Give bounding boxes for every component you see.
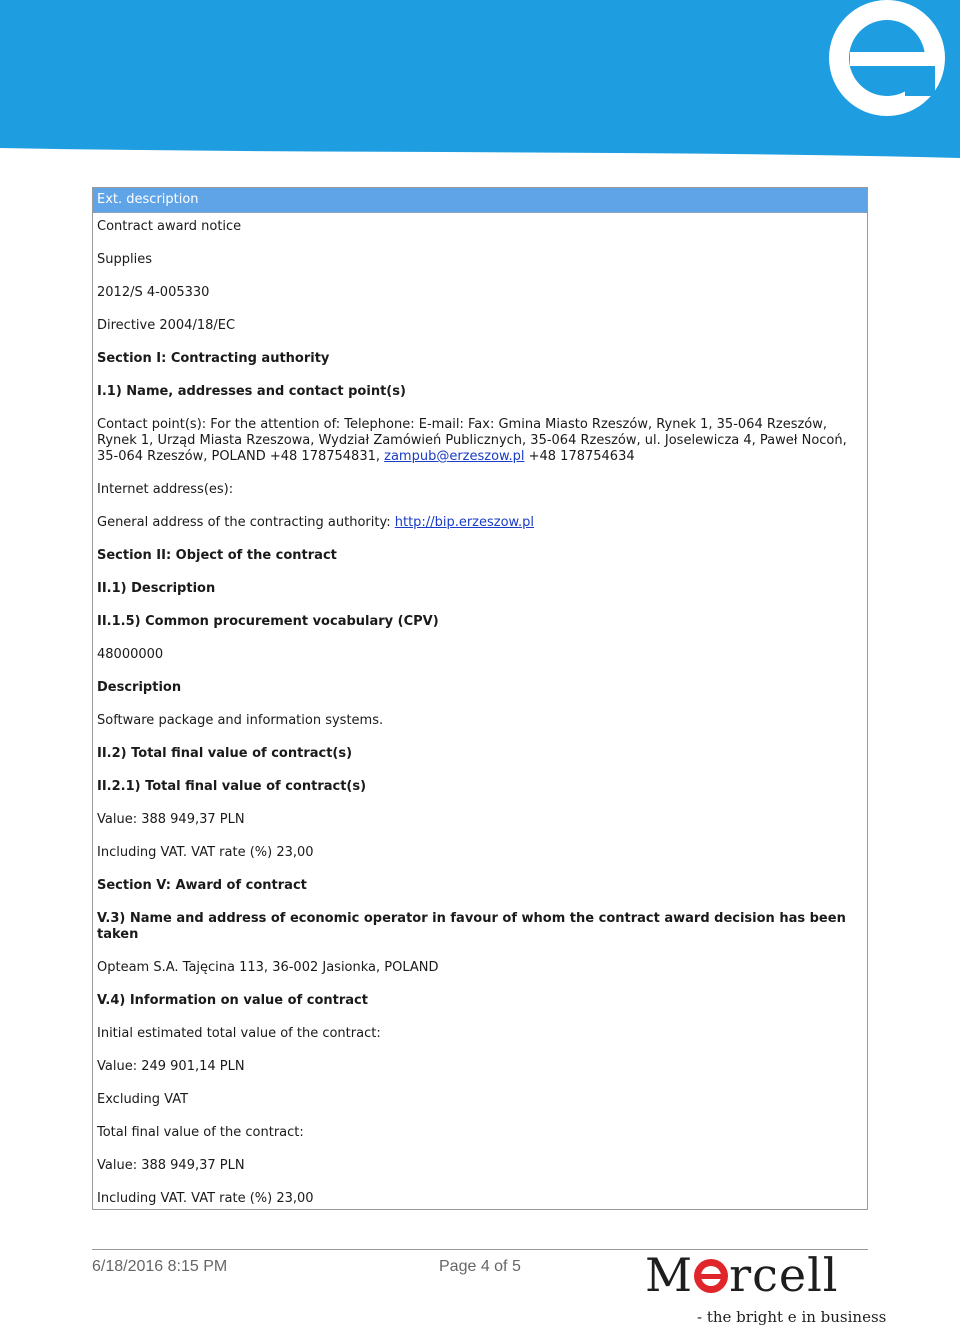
general-address — [97, 515, 863, 531]
description-heading: Description — [97, 680, 182, 695]
logo-letter-m: M — [645, 1248, 694, 1302]
total-value: Value: 388 949,37 PLN — [97, 812, 245, 827]
panel-title: Ext. description — [93, 188, 867, 213]
description-text: Software package and information systems. — [97, 713, 384, 728]
internet-addresses-label: Internet address(es): — [97, 482, 234, 497]
email-link[interactable]: zampub@erzeszow.pl — [384, 449, 525, 464]
initial-estimate-label: Initial estimated total value of the contract: — [97, 1026, 381, 1041]
logo-letters-rcell: rcell — [729, 1248, 839, 1302]
logo-tagline: - the bright e in business — [697, 1308, 887, 1326]
total-final-label: Total final value of the contract: — [97, 1125, 304, 1140]
section-5-4-heading: V.4) Information on value of contract — [97, 993, 368, 1008]
description-panel — [92, 187, 868, 1210]
page-number: Page 4 of 5 — [439, 1258, 521, 1275]
directive: Directive 2004/18/EC — [97, 318, 236, 333]
contact-text: Contact point(s): For the attention of: Telephone: E-mail: Fax: Gmina Miasto Rzeszów, Rynek 1, 35-064 Rzeszów, Rynek 1, Urząd Miasta Rzeszowa, Wydział Zamówień Publicznych, 35-064 Rzeszów, ul. Joselewicza 4, Paweł Nocoń, 35-064 Rzeszów, POLAND +48 178754831, — [97, 417, 847, 464]
logo-e-icon — [694, 1259, 728, 1293]
panel-body — [93, 213, 867, 1207]
marcell-logo — [645, 1248, 887, 1328]
total-final-value: Value: 388 949,37 PLN — [97, 1158, 245, 1173]
cpv-code: 48000000 — [97, 647, 164, 662]
section-5-heading: Section V: Award of contract — [97, 878, 307, 893]
banner-graphic — [0, 0, 960, 162]
section-1-heading: Section I: Contracting authority — [97, 351, 330, 366]
section-2-2-1-heading: II.2.1) Total final value of contract(s) — [97, 779, 367, 794]
excluding-vat: Excluding VAT — [97, 1092, 189, 1107]
section-2-1-heading: II.1) Description — [97, 581, 216, 596]
header-banner — [0, 0, 960, 162]
e-logo-icon — [829, 0, 945, 116]
cpv-heading: II.1.5) Common procurement vocabulary (CPV) — [97, 614, 439, 629]
authority-url-link[interactable]: http://bip.erzeszow.pl — [394, 515, 534, 530]
logo-wordmark — [645, 1248, 839, 1302]
vat-rate: Including VAT. VAT rate (%) 23,00 — [97, 845, 314, 860]
contract-type: Supplies — [97, 252, 152, 267]
contact-points — [97, 417, 863, 465]
initial-estimate-value: Value: 249 901,14 PLN — [97, 1059, 245, 1074]
contact-fax: +48 178754634 — [524, 449, 635, 464]
total-final-vat: Including VAT. VAT rate (%) 23,00 — [97, 1191, 314, 1206]
section-5-3-heading: V.3) Name and address of economic operator in favour of whom the contract award decision has been taken — [97, 911, 846, 942]
section-2-heading: Section II: Object of the contract — [97, 548, 337, 563]
notice-number: 2012/S 4-005330 — [97, 285, 210, 300]
notice-type: Contract award notice — [97, 219, 242, 234]
footer-date: 6/18/2016 8:15 PM — [92, 1258, 228, 1275]
economic-operator: Opteam S.A. Tajęcina 113, 36-002 Jasionka, POLAND — [97, 960, 439, 975]
section-1-1-heading: I.1) Name, addresses and contact point(s) — [97, 384, 406, 399]
general-address-label: General address of the contracting authority: — [97, 515, 395, 530]
section-2-2-heading: II.2) Total final value of contract(s) — [97, 746, 353, 761]
